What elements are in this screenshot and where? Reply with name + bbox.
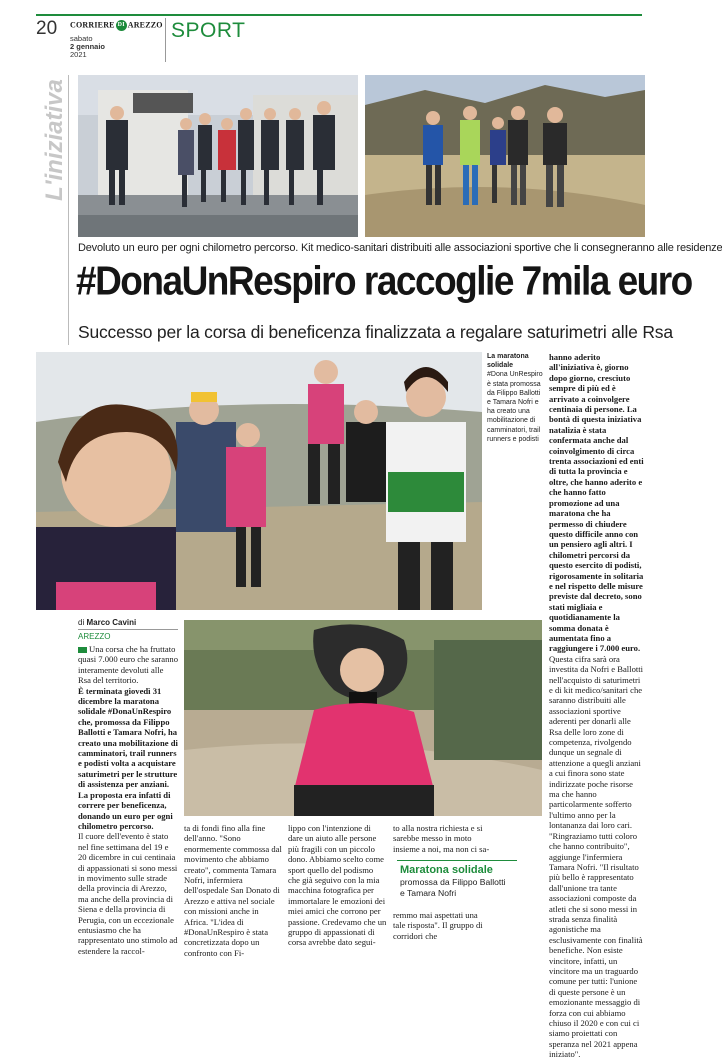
byline-author: Marco Cavini (86, 618, 137, 627)
byline-prefix: di (78, 618, 85, 627)
logo-text-c: AREZZO (127, 20, 163, 30)
issue-year: 2021 (70, 50, 87, 59)
byline (78, 618, 178, 627)
photo-caption-title: La maratona solidale (487, 353, 529, 370)
text-column-1 (78, 644, 178, 956)
issue-day: sabato (70, 34, 93, 43)
box-title: Maratona solidale (400, 864, 493, 876)
logo-mark: DI (116, 20, 127, 31)
header-top-rule (36, 14, 642, 16)
text-column-1-bold: È terminata giovedì 31 dicembre la maratona solidale #DonaUnRespiro che, promossa da Filippo Ballotti e Tamara Nofri, ha creato una mobilitazione di camminatori, trail runners e podisti volta a acquistare saturimetri per le strutture di assistenza per anziani. La proposta era infatti di correre per beneficenza, donando un euro per ogni chilometro percorso. (78, 685, 178, 831)
vertical-tag-text: L'iniziativa (41, 79, 68, 201)
text-column-3: lippo con l'intenzione di dare un aiuto alle persone più fragili con un piccolo dono. Abbiamo scelto come sport quello del podismo che già seguivo con la mia macchina fotografica per immortalare le emozioni dei miei amici che corrono per passione. Credevamo che un gruppo di appassionati di corsa avrebbe dato segui- (288, 823, 387, 948)
text-column-4-bottom: remmo mai aspettati una tale risposta". Il gruppo di corridori che (393, 910, 483, 941)
photo-caption-text: #Dona UnRespiro è stata promossa da Filippo Ballotti e Tamara Nofri e ha creato una mobilitazione di camminatori, trail runners e podisti (487, 371, 543, 443)
byline-rule (78, 629, 178, 630)
side-rule (68, 75, 69, 345)
vertical-tag (40, 70, 70, 210)
box-rule (397, 860, 517, 861)
logo-text-a: CORRIERE (70, 20, 115, 30)
text-column-right (549, 352, 645, 1060)
text-column-1-rest: Il cuore dell'evento è stato nel fine settimana del 19 e 20 dicembre in cui centinaia di appassionati si sono messi in movimento sulle strade della provincia di Arezzo, ma anche della provincia di Siena e della provincia di Perugia, con un eccezionale entusiasmo che ha rappresentato uno stimolo ad estendere la raccol- (78, 831, 178, 956)
photo-caption (487, 352, 545, 444)
text-column-right-part-b: Questa cifra sarà ora investita da Nofri e Ballotti nell'acquisto di saturimetri e di kit medico/sanitari che saranno distribuiti alle associazioni sportive aderenti per donarli alle Rsa delle loro zone di competenza, rivolgendo dunque un segnale di attenzione a quegli anziani a cui finora sono state indirizzate poche risorse ma che hanno particolarmente sofferto l'ultimo anno per la lontananza dai loro cari. "Ringraziamo tutti coloro che hanno contribuito", aggiunge l'infermiera Tamara Nofri. "Il risultato più bello è rappresentato dall'unione tra tante associazioni composte da atleti che si sono messi in strada senza finalità agonistiche ma esclusivamente con finalità benefiche. Non esiste vincitore, infatti, un vincitore ma un traguardo comune per tutti: l'unione di queste persone è un emozionante messaggio di forza con cui abbiamo chiuso il 2020 e con cui ci siamo proiettati con speranza nel 2021 appena iniziato". (549, 653, 644, 1060)
article-kicker: Devoluto un euro per ogni chilometro percorso. Kit medico-sanitari distribuiti alle associazioni sportive che li consegneranno alle residenze (78, 242, 722, 254)
header-divider (165, 18, 166, 62)
box-text: promossa da Filippo Ballotti e Tamara Nofri (400, 877, 506, 898)
photo-group-gate (78, 75, 358, 237)
page-number: 20 (36, 18, 58, 39)
issue-date-day-month: 2 gennaio (70, 42, 106, 51)
photo-group-trail (365, 75, 645, 237)
article-headline: #DonaUnRespiro raccoglie 7mila euro (76, 258, 692, 304)
article-subheadline: Successo per la corsa di beneficenza finalizzata a regalare saturimetri alle Rsa (78, 322, 673, 342)
text-column-2: ta di fondi fino alla fine dell'anno. "Sono enormemente commossa dal movimento che abbiamo creato", commenta Tamara Nofri, infermiera dell'ospedale San Donato di Arezzo e attiva nel sociale con missioni anche in Africa. "L'idea di #DonaUnRespiro è stata concretizzata dopo un confronto con Fi- (184, 823, 282, 958)
issue-date (70, 35, 105, 59)
text-column-right-part-a: hanno aderito all'iniziativa è, giorno dopo giorno, cresciuto sempre di più ed è arrivato a coinvolgere centinaia di persone. La bontà di questa iniziativa natalizia è stata confermata anche dal coinvolgimento di circa trenta associazioni ed enti di tutta la provincia e oltre, che hanno aderito e che hanno fatto promozione ad una maratona che ha permesso di chiudere questo difficile anno con un pensiero agli altri. I chilometri percorsi da questo esercito di podisti, rigorosamente in solitaria e nel rispetto delle misure previste dal decreto, sono stati migliaia e quotidianamente la somma donata è aumentata fino a raggiungere i 7.000 euro. (549, 352, 644, 654)
dateline: AREZZO (78, 632, 111, 641)
photo-woman-kneeling (184, 620, 542, 816)
text-column-1-lead: Una corsa che ha fruttato quasi 7.000 euro che saranno interamente devoluti alle Rsa del territorio. (78, 644, 178, 686)
text-column-4-top: to alla nostra richiesta e si sarebbe messo in moto insieme a noi, ma non ci sa- (393, 823, 490, 854)
lead-marker (78, 647, 87, 653)
section-title: SPORT (171, 19, 246, 42)
photo-runners-selfie (36, 352, 482, 610)
